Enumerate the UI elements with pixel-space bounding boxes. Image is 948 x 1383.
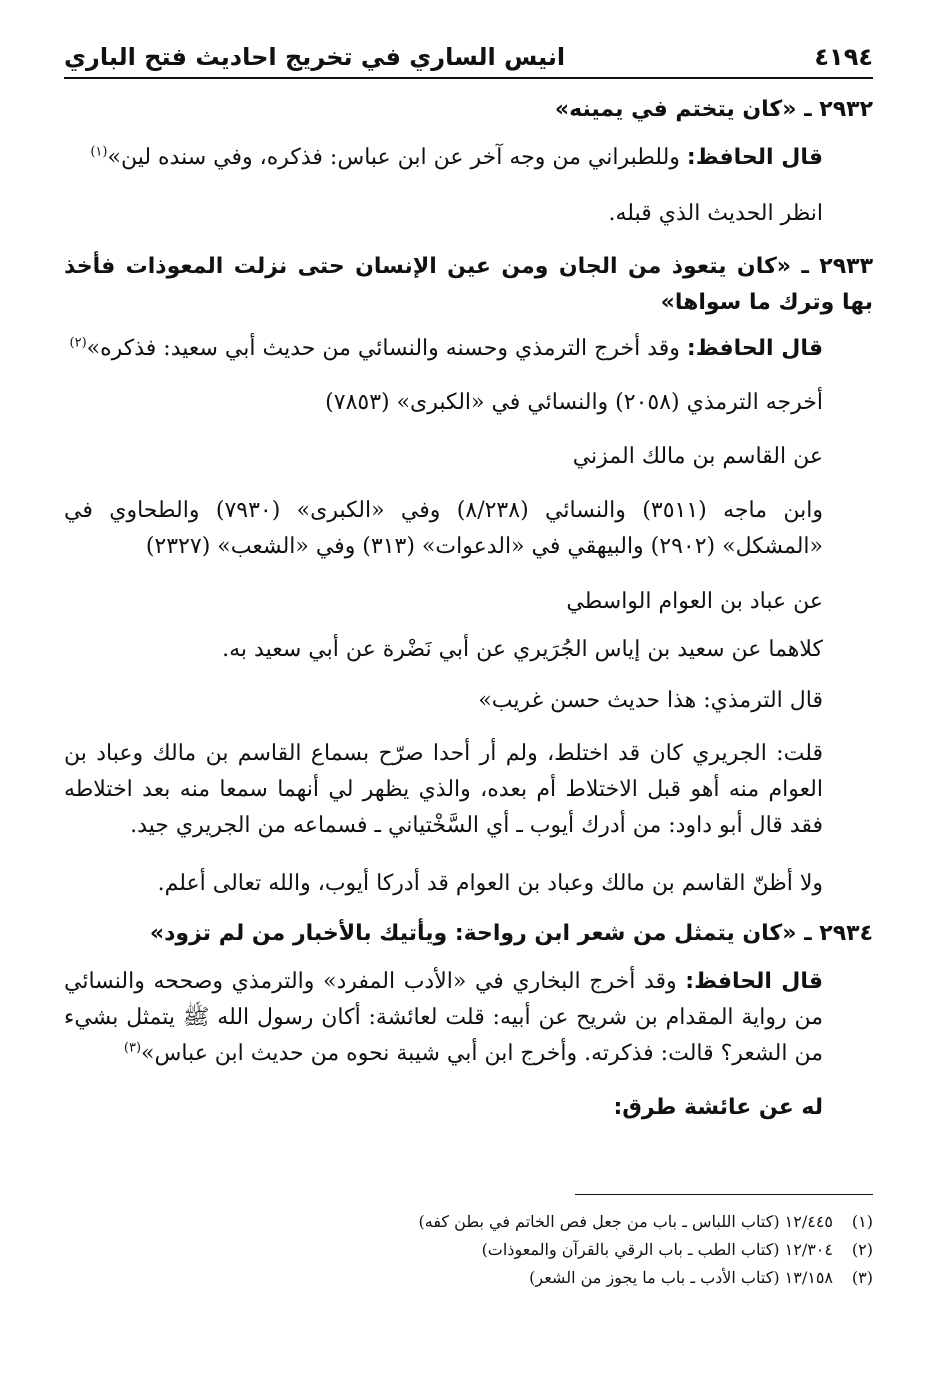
hafiz-text: وللطبراني من وجه آخر عن ابن عباس: فذكره، وفي سنده لين»: [107, 145, 680, 170]
footnote-text: ١٢/٤٤٥ (كتاب اللباس ـ باب من جعل فص الخاتم في بطن كفه): [418, 1212, 833, 1231]
footnote-ref: (١): [90, 144, 108, 160]
hafiz-label: قال الحافظ:: [685, 969, 824, 994]
footnotes: [64, 1208, 873, 1292]
footnote-1: [64, 1208, 873, 1236]
author-comment: ولا أظنّ القاسم بن مالك وعباد بن العوام قد أدركا أيوب، والله تعالى أعلم.: [157, 871, 823, 896]
footnote-rule: [575, 1194, 873, 1195]
footnote-ref: (٣): [123, 1040, 142, 1056]
hadith-heading-2934: ٢٩٣٤ ـ «كان يتمثل من شعر ابن رواحة: ويأتيك بالأخبار من لم تزود»: [149, 921, 873, 946]
chain-paragraph: كلاهما عن سعيد بن إياس الجُرَيري عن أبي نَضْرة عن أبي سعيد به.: [222, 637, 823, 662]
hafiz-comment-2932: [64, 140, 873, 196]
narrator-line: عن عباد بن العوام الواسطي: [566, 589, 823, 614]
book-title: انيس الساري في تخريج احاديث فتح الباري: [64, 43, 566, 71]
footnote-3: [64, 1264, 873, 1292]
running-header: [64, 32, 873, 72]
footnote-ref: (٢): [69, 335, 87, 351]
takhrij-paragraph: وابن ماجه (٣٥١١) والنسائي (٨/٢٣٨) وفي «الكبرى» (٧٩٣٠) والطحاوي في «المشكل» (٢٩٠٢) والبيهقي في «الدعوات» (٣١٣) وفي «الشعب» (٢٣٢٧): [64, 498, 823, 559]
main-text: [64, 92, 873, 1130]
hafiz-comment-2934: [64, 964, 873, 1090]
author-comment: قلت: الجريري كان قد اختلط، ولم أر أحدا صرّح بسماع القاسم بن مالك وعباد بن العوام منه أهو قبل الاختلاط أم بعده، والذي يظهر لي أنهما سمعا منه بعد اختلاطه فقد قال أبو داود: من أدرك أيوب ـ أي السَّخْتياني ـ فسماعه من الجريري جيد.: [64, 741, 823, 838]
narrator-line: عن القاسم بن مالك المزني: [572, 444, 823, 469]
footnote-number: (٢): [851, 1240, 873, 1259]
tirmidhi-verdict: قال الترمذي: هذا حديث حسن غريب»: [478, 688, 823, 713]
hadith-heading-2933: ٢٩٣٣ ـ «كان يتعوذ من الجان ومن عين الإنسان حتى نزلت المعوذات فأخذ بها وترك ما سواها»: [64, 254, 873, 315]
footnote-number: (٣): [851, 1268, 873, 1287]
hafiz-text: وقد أخرج البخاري في «الأدب المفرد» والترمذي وصححه والنسائي من رواية المقدام بن شريح عن أبيه: قلت لعائشة: أكان رسول الله ﷺ يتمثل بشيء من الشعر؟ قالت: فذكرته. وأخرج ابن أبي شيبة نحوه من حديث ابن عباس»: [64, 969, 823, 1066]
header-rule: [64, 77, 873, 79]
page-number: ٤١٩٤: [814, 43, 873, 71]
hafiz-text: وقد أخرج الترمذي وحسنه والنسائي من حديث أبي سعيد: فذكره»: [86, 336, 680, 361]
footnote-text: ١٢/٣٠٤ (كتاب الطب ـ باب الرقي بالقرآن والمعوذات): [481, 1240, 833, 1259]
closing-line: له عن عائشة طرق:: [613, 1095, 823, 1120]
footnote-number: (١): [851, 1212, 873, 1231]
cross-reference: انظر الحديث الذي قبله.: [608, 201, 823, 226]
footnote-2: [64, 1236, 873, 1264]
takhrij-paragraph: أخرجه الترمذي (٢٠٥٨) والنسائي في «الكبرى» (٧٨٥٣): [325, 390, 823, 415]
footnote-text: ١٣/١٥٨ (كتاب الأدب ـ باب ما يجوز من الشعر): [529, 1268, 833, 1287]
hafiz-label: قال الحافظ:: [686, 336, 823, 361]
hafiz-label: قال الحافظ:: [686, 145, 823, 170]
hadith-heading-2932: ٢٩٣٢ ـ «كان يتختم في يمينه»: [554, 97, 873, 122]
hafiz-comment-2933: [64, 331, 873, 385]
